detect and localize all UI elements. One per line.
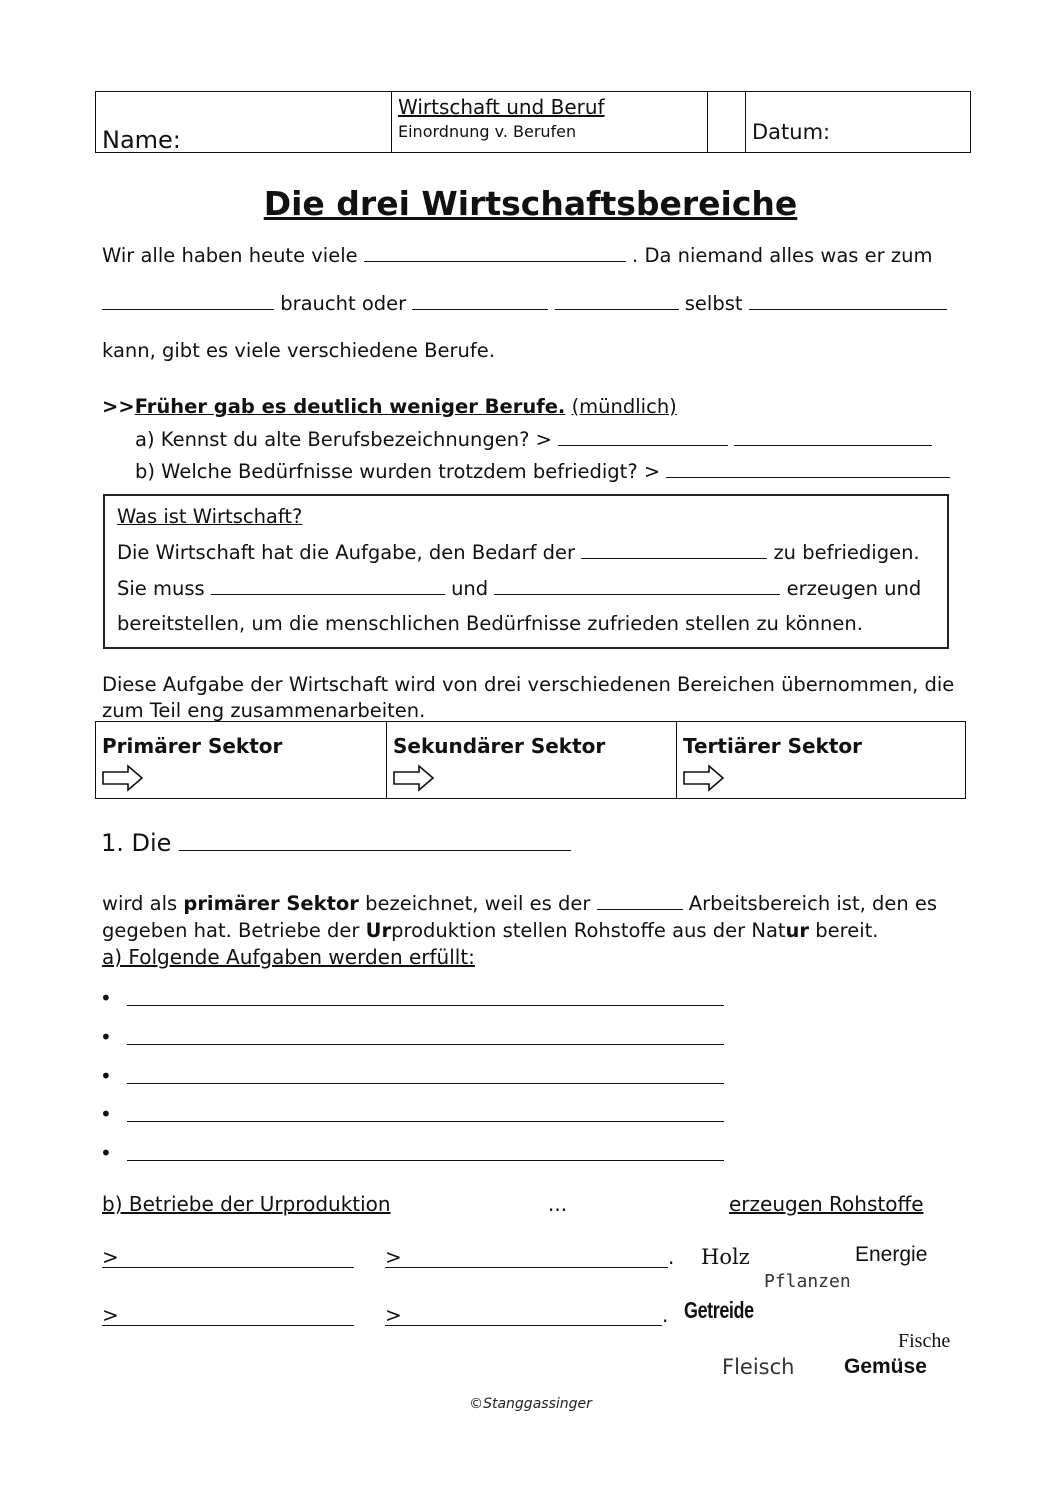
word-holz: Holz xyxy=(701,1245,750,1269)
question-text: a) Kennst du alte Berufsbezeichnungen? > xyxy=(135,428,553,451)
past-note: (mündlich) xyxy=(571,395,677,418)
answer-line[interactable] xyxy=(385,1245,668,1268)
arrow-right-icon xyxy=(393,764,435,792)
period: . xyxy=(668,1245,675,1269)
blank-field[interactable] xyxy=(364,243,626,262)
date-cell xyxy=(746,92,970,152)
past-heading xyxy=(102,395,677,419)
date-label: Datum: xyxy=(752,120,831,144)
sector-primary xyxy=(96,722,386,798)
period: . xyxy=(662,1303,669,1327)
arrow-right-icon xyxy=(683,764,725,792)
produces-heading: erzeugen Rohstoffe xyxy=(729,1192,924,1216)
blank-field[interactable] xyxy=(597,891,683,910)
footer-copyright: ©Stanggassinger xyxy=(469,1396,592,1412)
name-label: Name: xyxy=(102,126,181,154)
sector-title: Sekundärer Sektor xyxy=(393,734,606,758)
intro-line-1 xyxy=(102,243,932,268)
past-heading-text: Früher gab es deutlich weniger Berufe. xyxy=(134,395,566,418)
blank-field[interactable] xyxy=(494,576,780,595)
arrow-symbol: > xyxy=(385,1303,402,1327)
answer-line[interactable] xyxy=(127,1099,724,1122)
task-line-1: Diese Aufgabe der Wirtschaft wird von drei verschiedenen Bereichen übernommen, die xyxy=(102,673,955,696)
subheading-b: b) Betriebe der Urproduktion xyxy=(102,1192,391,1216)
desc-text: produktion stellen Rohstoffe aus der Nat xyxy=(391,919,786,942)
bullet: • xyxy=(100,1025,112,1049)
desc-text: bereit. xyxy=(815,919,879,942)
desc-bold: primärer Sektor xyxy=(183,892,359,915)
box-text: Sie muss xyxy=(117,577,205,600)
question-text: b) Welche Bedürfnisse wurden trotzdem befriedigt? > xyxy=(135,460,661,483)
empty-cell xyxy=(708,92,746,152)
box-heading: Was ist Wirtschaft? xyxy=(117,505,303,528)
answer-line[interactable] xyxy=(127,1061,724,1084)
desc-text: bezeichnet, weil es der xyxy=(365,892,591,915)
subject: Wirtschaft und Beruf xyxy=(398,95,605,119)
blank-field[interactable] xyxy=(412,291,548,310)
intro-text: braucht oder xyxy=(280,292,407,315)
bullet: • xyxy=(100,1064,112,1088)
answer-line[interactable] xyxy=(385,1303,662,1326)
task-line-2: zum Teil eng zusammenarbeiten. xyxy=(102,699,426,722)
answer-line[interactable] xyxy=(127,1138,724,1161)
arrow-right-icon xyxy=(102,764,144,792)
definition-box xyxy=(103,494,949,649)
box-text: erzeugen und xyxy=(786,577,922,600)
desc-text: gegeben hat. Betriebe der xyxy=(102,919,360,942)
box-line-2 xyxy=(117,576,921,601)
section-desc-1 xyxy=(102,891,937,916)
section-desc-2 xyxy=(102,919,878,943)
box-line-1 xyxy=(117,540,920,565)
blank-field[interactable] xyxy=(211,576,445,595)
blank-field[interactable] xyxy=(179,828,571,851)
name-cell xyxy=(96,92,392,152)
bullet: • xyxy=(100,1102,112,1126)
desc-bold: ur xyxy=(785,919,810,942)
word-fleisch: Fleisch xyxy=(722,1355,795,1379)
subject-cell xyxy=(392,92,708,152)
blank-field[interactable] xyxy=(581,540,767,559)
sector-tertiary xyxy=(676,722,965,798)
answer-line[interactable] xyxy=(127,983,724,1006)
blank-field[interactable] xyxy=(102,291,274,310)
sector-title: Tertiärer Sektor xyxy=(683,734,863,758)
word-energie: Energie xyxy=(855,1243,928,1266)
word-fische: Fische xyxy=(898,1330,951,1352)
sector-title: Primärer Sektor xyxy=(102,734,283,758)
answer-line[interactable] xyxy=(127,1022,724,1045)
blank-field[interactable] xyxy=(734,427,932,446)
subheading-a: a) Folgende Aufgaben werden erfüllt: xyxy=(102,945,475,969)
arrow-symbol: > xyxy=(102,1245,119,1269)
box-text: und xyxy=(451,577,489,600)
box-text: Die Wirtschaft hat die Aufgabe, den Bedarf der xyxy=(117,541,576,564)
ellipsis: ... xyxy=(548,1192,568,1216)
desc-text: wird als xyxy=(102,892,178,915)
blank-field[interactable] xyxy=(749,291,947,310)
word-getreide: Getreide xyxy=(684,1297,754,1323)
box-line-3: bereitstellen, um die menschlichen Bedürfnisse zufrieden stellen zu können. xyxy=(117,612,863,635)
section-heading xyxy=(101,828,571,857)
word-gemuese: Gemüse xyxy=(844,1355,927,1378)
answer-line[interactable] xyxy=(102,1245,354,1268)
topic: Einordnung v. Berufen xyxy=(398,122,577,141)
arrow-symbol: > xyxy=(102,1303,119,1327)
intro-text: Wir alle haben heute viele xyxy=(102,244,358,267)
desc-text: Arbeitsbereich ist, den es xyxy=(688,892,938,915)
section-heading-text: 1. Die xyxy=(101,829,172,857)
answer-line[interactable] xyxy=(102,1303,354,1326)
intro-line-3: kann, gibt es viele verschiedene Berufe. xyxy=(102,339,495,362)
sector-secondary xyxy=(386,722,676,798)
box-text: zu befriedigen. xyxy=(773,541,920,564)
blank-field[interactable] xyxy=(558,427,728,446)
blank-field[interactable] xyxy=(666,459,950,478)
arrow-symbol: > xyxy=(385,1245,402,1269)
word-pflanzen: Pflanzen xyxy=(764,1271,851,1292)
past-prefix: >> xyxy=(102,395,135,418)
intro-line-2 xyxy=(102,291,947,316)
intro-text: selbst xyxy=(684,292,743,315)
past-question-b xyxy=(135,459,950,484)
bullet: • xyxy=(100,1141,112,1165)
header-table xyxy=(95,91,971,153)
past-question-a xyxy=(135,427,932,452)
page-title: Die drei Wirtschaftsbereiche xyxy=(263,184,798,223)
blank-field[interactable] xyxy=(555,291,679,310)
sector-table xyxy=(95,721,966,799)
bullet: • xyxy=(100,986,112,1010)
desc-bold: Ur xyxy=(365,919,392,942)
intro-text: . Da niemand alles was er zum xyxy=(632,244,933,267)
